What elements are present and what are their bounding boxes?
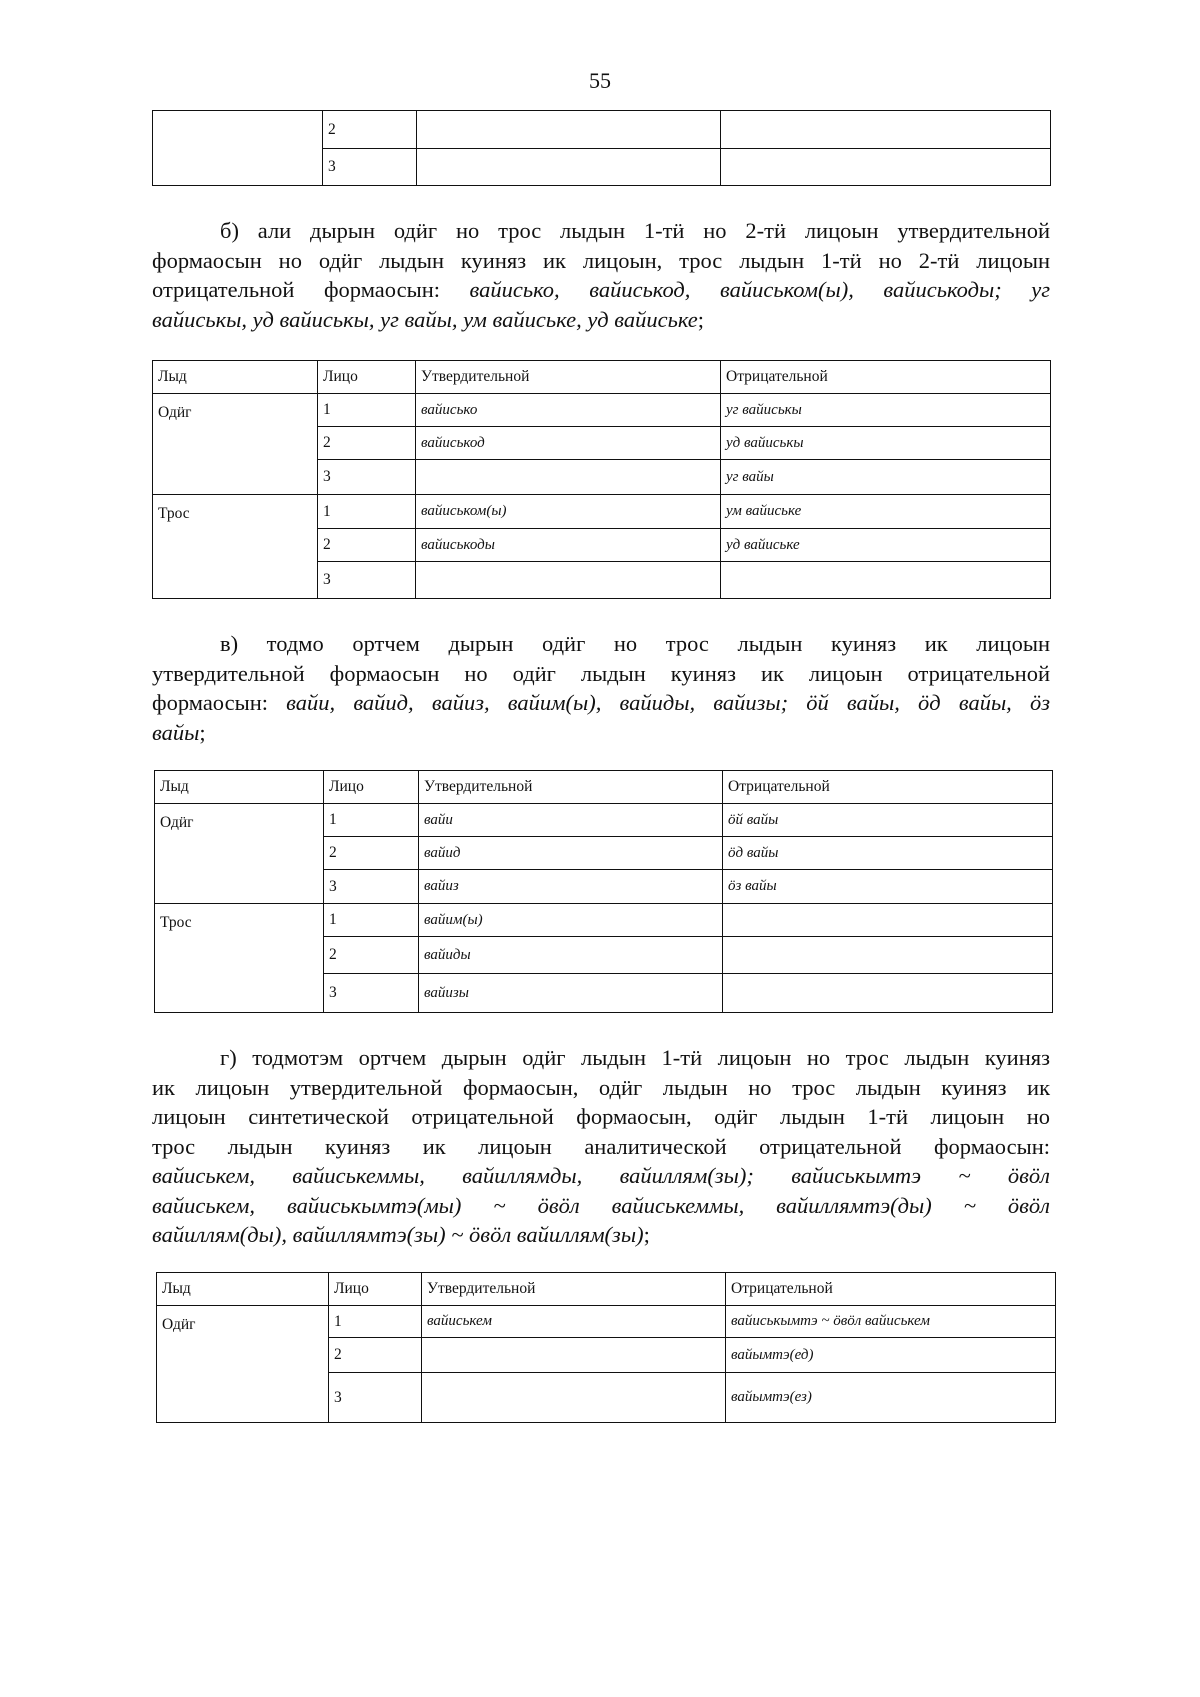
table-row <box>153 495 1051 529</box>
affirmative-form-cell: вайиськом(ы) <box>416 495 721 529</box>
affirmative-form-cell <box>416 562 721 599</box>
header-litso: Лицо <box>318 361 416 394</box>
affirmative-form-cell: вайи <box>419 804 723 837</box>
affirmative-form-cell: вайид <box>419 837 723 870</box>
table-header-row <box>153 361 1051 394</box>
text-segment: г) тодмотэм ортчем дырын одӥг лыдын 1-тӥ лицоын но трос лыдын куиняз <box>220 1045 1050 1070</box>
number-category-cell: Одӥг <box>155 804 324 904</box>
text-segment: в) тодмо ортчем дырын одӥг но трос лыдын куиняз ик лицоын <box>220 631 1050 656</box>
paragraph-line <box>152 1073 1050 1103</box>
affirmative-form-cell <box>417 149 721 186</box>
text-segment: лицоын синтетической отрицательной формаосын, одӥг лыдын 1-тӥ лицоын но <box>152 1104 1050 1129</box>
example-forms: вайи, вайид, вайиз, вайим(ы), вайиды, вайизы; ӧй вайы, ӧд вайы, ӧз <box>286 690 1050 715</box>
example-forms: вайиллям(ды), вайиллямтэ(зы) ~ ӧвӧл вайиллям(зы) <box>152 1222 644 1247</box>
table-row <box>155 804 1053 837</box>
person-cell: 2 <box>324 937 419 974</box>
number-category-cell: Одӥг <box>157 1306 329 1423</box>
text-segment: трос лыдын куиняз ик лицоын аналитической отрицательной формаосын: <box>152 1133 1050 1159</box>
paragraph-line <box>152 1220 1050 1250</box>
number-category-cell: Трос <box>153 495 318 599</box>
table-header-row <box>157 1273 1056 1306</box>
affirmative-form-cell <box>422 1373 726 1423</box>
example-forms: вайиськем, вайиськеммы, вайиллямды, вайиллям(зы); вайиськымтэ ~ ӧвӧл <box>152 1163 1050 1188</box>
table-row <box>153 394 1051 427</box>
negative-form-cell <box>721 111 1051 149</box>
person-cell: 2 <box>324 837 419 870</box>
header-neg: Отрицательной <box>723 771 1053 804</box>
person-cell: 1 <box>329 1306 422 1338</box>
person-cell: 3 <box>318 562 416 599</box>
negative-form-cell: вайиськымтэ ~ ӧвӧл вайиськем <box>726 1306 1056 1338</box>
paragraph-line <box>152 275 1050 305</box>
person-cell: 3 <box>318 460 416 495</box>
affirmative-form-cell: вайим(ы) <box>419 904 723 937</box>
negative-form-cell <box>721 562 1051 599</box>
table-header-row <box>155 771 1053 804</box>
number-category-cell <box>153 111 323 186</box>
paragraph-line <box>152 629 1050 659</box>
example-forms: вайисько, вайиськод, вайиськом(ы), вайиськоды; уг <box>469 277 1050 302</box>
affirmative-form-cell: вайиськоды <box>416 529 721 562</box>
person-cell: 3 <box>324 974 419 1013</box>
header-lyd: Лыд <box>155 771 324 804</box>
person-cell: 2 <box>318 529 416 562</box>
header-litso: Лицо <box>324 771 419 804</box>
table-row <box>153 111 1051 149</box>
paragraph-line <box>152 1161 1050 1191</box>
negative-form-cell: ум вайиське <box>721 495 1051 529</box>
paragraph-line <box>152 246 1050 276</box>
text-segment: отрицательной формаосын: <box>152 277 470 302</box>
header-aff: Утвердительной <box>416 361 721 394</box>
text-segment: утвердительной формаосын но одӥг лыдын куиняз ик лицоын отрицательной <box>152 660 1050 686</box>
text-segment: формаосын: <box>152 690 287 715</box>
person-cell: 3 <box>324 870 419 904</box>
header-aff: Утвердительной <box>422 1273 726 1306</box>
person-cell: 2 <box>329 1338 422 1373</box>
text-segment: формаосын но одӥг лыдын куиняз ик лицоын, трос лыдын 1-тӥ но 2-тӥ лицоын <box>152 247 1050 273</box>
affirmative-form-cell <box>422 1338 726 1373</box>
negative-form-cell: вайымтэ(ез) <box>726 1373 1056 1423</box>
person-cell: 3 <box>323 149 417 186</box>
paragraph-line <box>152 1132 1050 1162</box>
negative-form-cell: ӧз вайы <box>723 870 1053 904</box>
negative-form-cell: уд вайиськы <box>721 427 1051 460</box>
person-cell: 1 <box>318 394 416 427</box>
paragraph-line <box>152 1043 1050 1073</box>
affirmative-form-cell: вайизы <box>419 974 723 1013</box>
paragraph-v <box>152 629 1050 747</box>
person-cell: 2 <box>323 111 417 149</box>
header-lyd: Лыд <box>153 361 318 394</box>
person-cell: 1 <box>318 495 416 529</box>
paragraph-line <box>152 659 1050 689</box>
example-forms: вайы <box>152 719 200 745</box>
affirmative-form-cell: вайиз <box>419 870 723 904</box>
negative-form-cell <box>721 149 1051 186</box>
conjugation-table-b <box>152 360 1051 599</box>
negative-form-cell: вайымтэ(ед) <box>726 1338 1056 1373</box>
text-segment: ; <box>199 719 206 745</box>
number-category-cell: Трос <box>155 904 324 1013</box>
page-number: 55 <box>589 68 611 93</box>
text-segment: ; <box>643 1222 650 1247</box>
negative-form-cell: ӧд вайы <box>723 837 1053 870</box>
person-cell: 2 <box>318 427 416 460</box>
example-forms: вайиськем, вайиськымтэ(мы) ~ ӧвӧл вайиськеммы, вайиллямтэ(ды) ~ ӧвӧл <box>152 1192 1050 1218</box>
negative-form-cell: уг вайиськы <box>721 394 1051 427</box>
negative-form-cell: уд вайиське <box>721 529 1051 562</box>
header-neg: Отрицательной <box>721 361 1051 394</box>
paragraph-line <box>152 1102 1050 1132</box>
affirmative-form-cell <box>417 111 721 149</box>
affirmative-form-cell <box>416 460 721 495</box>
conjugation-table-v <box>154 770 1053 1013</box>
header-litso: Лицо <box>329 1273 422 1306</box>
text-segment: б) али дырын одӥг но трос лыдын 1-тӥ но 2-тӥ лицоын утвердительной <box>220 218 1050 243</box>
negative-form-cell <box>723 937 1053 974</box>
table-row <box>157 1306 1056 1338</box>
affirmative-form-cell: вайиды <box>419 937 723 974</box>
person-cell: 1 <box>324 904 419 937</box>
number-category-cell: Одӥг <box>153 394 318 495</box>
paragraph-g <box>152 1043 1050 1250</box>
header-aff: Утвердительной <box>419 771 723 804</box>
paragraph-line <box>152 718 1050 748</box>
negative-form-cell: уг вайы <box>721 460 1051 495</box>
negative-form-cell <box>723 904 1053 937</box>
affirmative-form-cell: вайиськем <box>422 1306 726 1338</box>
affirmative-form-cell: вайиськод <box>416 427 721 460</box>
negative-form-cell: ӧй вайы <box>723 804 1053 837</box>
paragraph-line <box>152 688 1050 718</box>
example-forms: вайиськы, уд вайиськы, уг вайы, ум вайиське, уд вайиське <box>152 306 698 332</box>
paragraph-line <box>152 305 1050 335</box>
header-lyd: Лыд <box>157 1273 329 1306</box>
text-segment: ; <box>697 306 705 332</box>
conjugation-table-continued <box>152 110 1051 186</box>
negative-form-cell <box>723 974 1053 1013</box>
paragraph-line <box>152 1191 1050 1221</box>
conjugation-table-g <box>156 1272 1056 1423</box>
affirmative-form-cell: вайисько <box>416 394 721 427</box>
table-row <box>155 904 1053 937</box>
person-cell: 3 <box>329 1373 422 1423</box>
person-cell: 1 <box>324 804 419 837</box>
paragraph-line <box>152 216 1050 246</box>
paragraph-b <box>152 216 1050 334</box>
header-neg: Отрицательной <box>726 1273 1056 1306</box>
text-segment: ик лицоын утвердительной формаосын, одӥг лыдын но трос лыдын куиняз ик <box>152 1074 1050 1100</box>
